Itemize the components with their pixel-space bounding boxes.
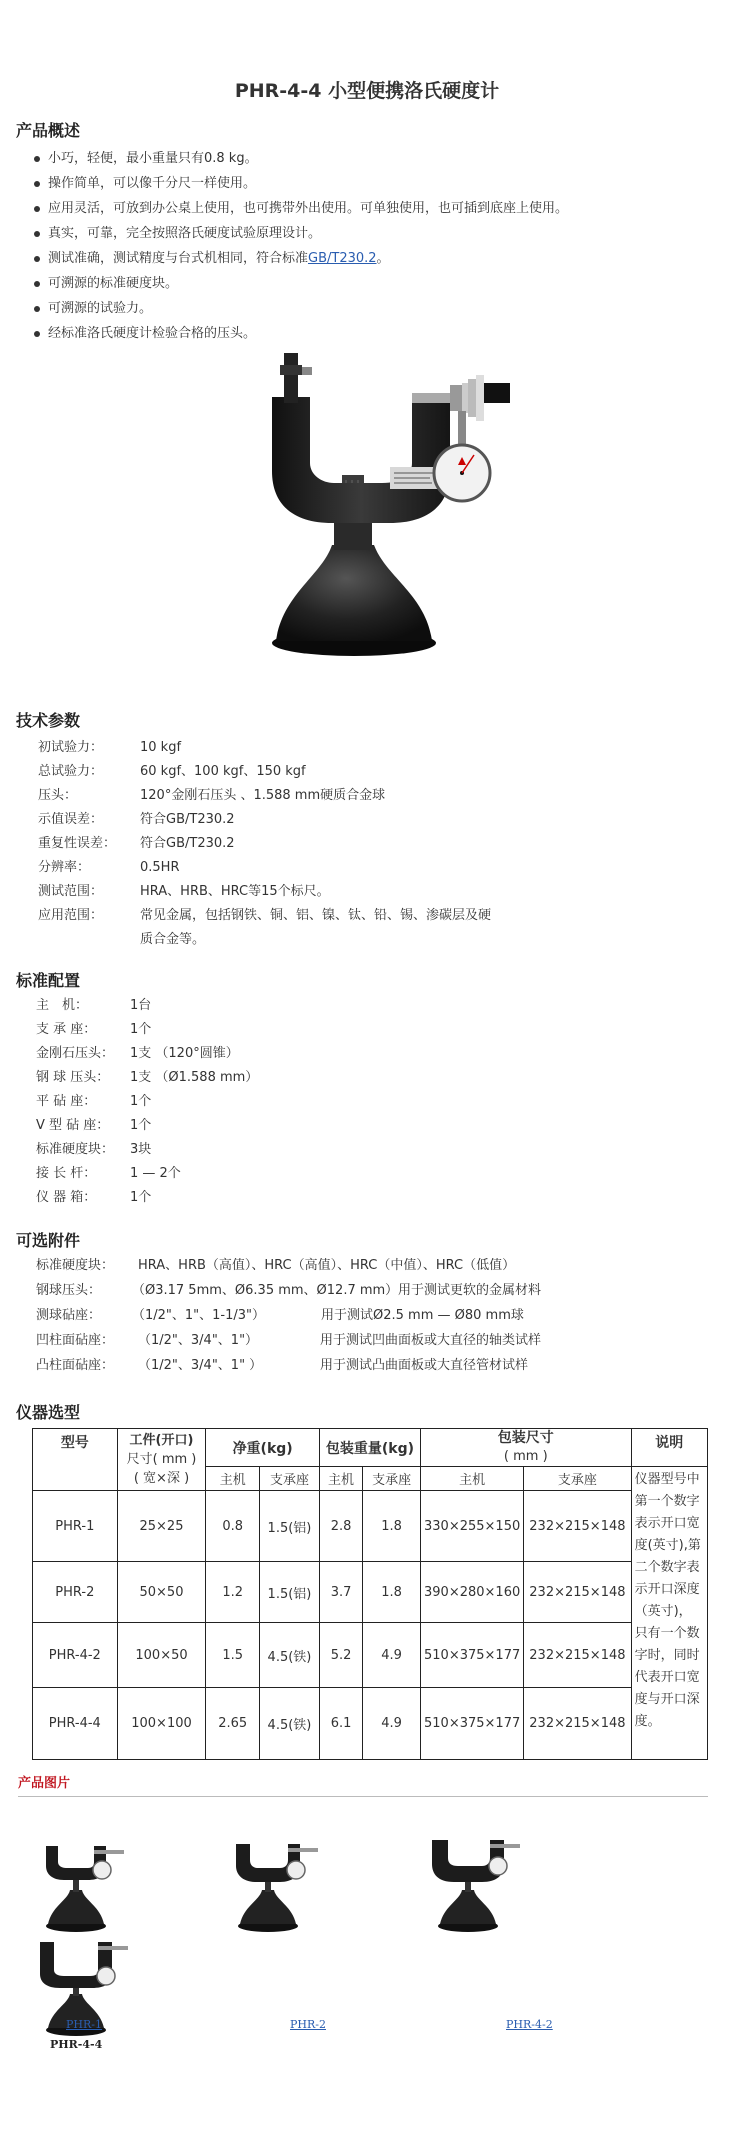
config-key: 主 机： <box>36 998 89 1013</box>
cell-pack-base: 1.8 <box>363 1562 421 1623</box>
cell-work: 100×100 <box>117 1688 206 1760</box>
cell-net-host: 1.5 <box>206 1623 260 1688</box>
config-row <box>36 1138 436 1162</box>
cell-pack-host: 3.7 <box>319 1562 362 1623</box>
list-item-text: 测试准确，测试精度与台式机相同，符合标准 <box>48 251 309 266</box>
divider <box>18 1796 708 1797</box>
cell-pack-base: 4.9 <box>363 1688 421 1760</box>
col-header-work-line3: ( 宽×深 ) <box>133 1471 190 1486</box>
col-header-size-line2: ( mm ) <box>503 1449 548 1464</box>
config-value: 1个 <box>130 1190 152 1205</box>
config-key: 仪 器 箱： <box>36 1190 97 1205</box>
tech-row <box>38 856 558 880</box>
optional-value: （1/2"、1"、1-1/3"） <box>132 1308 266 1323</box>
optional-note: 用于测试凹曲面板或大直径的轴类试样 <box>320 1333 542 1348</box>
cell-model: PHR-4-2 <box>33 1623 118 1688</box>
optional-value: （1/2"、3/4"、1"） <box>138 1333 259 1348</box>
photo-link-phr-4-2[interactable]: PHR-4-2 <box>506 2018 553 2031</box>
optional-key: 凹柱面砧座： <box>36 1333 115 1348</box>
table-row <box>33 1688 708 1760</box>
config-key: V 型 砧 座： <box>36 1118 110 1133</box>
cell-net-base: 4.5(铁) <box>260 1688 320 1760</box>
sub-header-base: 支承座 <box>260 1467 320 1491</box>
tech-row <box>38 736 558 760</box>
config-key: 平 砧 座： <box>36 1094 97 1109</box>
col-header-work-line1: 工件(开口) <box>129 1433 194 1448</box>
photo-link-phr-1[interactable]: PHR-1 <box>66 2018 102 2031</box>
col-header-net: 净重(kg) <box>206 1429 320 1467</box>
optional-value: （Ø3.17 5mm、Ø6.35 mm、Ø12.7 mm） <box>132 1283 399 1298</box>
tech-row <box>38 904 558 928</box>
photos-heading: 产品图片 <box>18 1776 71 1791</box>
tech-value-cont: 质合金等。 <box>140 932 206 947</box>
config-key: 金刚石压头： <box>36 1046 115 1061</box>
tech-value: 符合GB/T230.2 <box>140 812 235 827</box>
tech-key: 应用范围： <box>38 908 104 923</box>
list-item: 应用灵活，可放到办公桌上使用，也可携带外出使用。可单独使用，也可插到底座上使用。 <box>34 196 568 221</box>
optional-key: 标准硬度块： <box>36 1258 115 1273</box>
photo-caption-phr-4-4: PHR-4-4 <box>50 2038 103 2051</box>
list-item <box>34 246 568 271</box>
cell-net-host: 0.8 <box>206 1491 260 1562</box>
overview-list <box>34 146 568 346</box>
config-value: 1支 （120°圆锥） <box>130 1046 239 1061</box>
config-row <box>36 1186 436 1210</box>
cell-net-base: 1.5(铝) <box>260 1562 320 1623</box>
cell-size-host: 510×375×177 <box>421 1623 524 1688</box>
list-item-suffix: 。 <box>376 251 390 266</box>
cell-net-base: 4.5(铁) <box>260 1623 320 1688</box>
cell-size-base: 232×215×148 <box>524 1562 631 1623</box>
cell-size-base: 232×215×148 <box>524 1623 631 1688</box>
thumbnail-phr-1[interactable] <box>36 1836 136 1936</box>
optional-value: （1/2"、3/4"、1" ） <box>138 1358 263 1373</box>
config-list <box>36 994 436 1210</box>
optional-note: 用于测试凸曲面板或大直径管材试样 <box>320 1358 529 1373</box>
cell-pack-host: 6.1 <box>319 1688 362 1760</box>
tech-value: 60 kgf、100 kgf、150 kgf <box>140 764 306 779</box>
tech-value: 120°金刚石压头 、1.588 mm硬质合金球 <box>140 788 386 803</box>
cell-net-host: 2.65 <box>206 1688 260 1760</box>
optional-row <box>36 1278 716 1303</box>
config-value: 1个 <box>130 1022 152 1037</box>
tech-value: 10 kgf <box>140 740 182 755</box>
sub-header-base: 支承座 <box>363 1467 421 1491</box>
tech-key: 分辨率： <box>38 860 91 875</box>
tech-key: 压头： <box>38 788 78 803</box>
optional-heading: 可选附件 <box>16 1231 81 1250</box>
tech-row <box>38 784 558 808</box>
hardness-tester-image <box>262 345 514 660</box>
list-item: 经标准洛氏硬度计检验合格的压头。 <box>34 321 568 346</box>
optional-key: 钢球压头： <box>36 1283 102 1298</box>
tech-key: 测试范围： <box>38 884 104 899</box>
thumbnail-phr-2[interactable] <box>228 1836 328 1936</box>
tech-value: 常见金属，包括钢铁、铜、铝、镍、钛、铅、锡、渗碳层及硬 <box>140 908 492 923</box>
cell-work: 100×50 <box>117 1623 206 1688</box>
cell-size-base: 232×215×148 <box>524 1688 631 1760</box>
config-row <box>36 1042 436 1066</box>
config-key: 钢 球 压头： <box>36 1070 110 1085</box>
config-row <box>36 1090 436 1114</box>
tech-key: 示值误差： <box>38 812 104 827</box>
cell-model: PHR-1 <box>33 1491 118 1562</box>
col-header-pack: 包装重量(kg) <box>319 1429 420 1467</box>
cell-model: PHR-4-4 <box>33 1688 118 1760</box>
tech-params <box>38 736 558 952</box>
sub-header-host: 主机 <box>206 1467 260 1491</box>
optional-list <box>36 1253 716 1378</box>
list-item: 真实，可靠，完全按照洛氏硬度试验原理设计。 <box>34 221 568 246</box>
config-value: 1个 <box>130 1118 152 1133</box>
table-row <box>33 1623 708 1688</box>
optional-row <box>36 1253 716 1278</box>
overview-heading: 产品概述 <box>16 121 81 140</box>
cell-pack-base: 4.9 <box>363 1623 421 1688</box>
optional-key: 测球砧座： <box>36 1308 102 1323</box>
cell-size-host: 510×375×177 <box>421 1688 524 1760</box>
table-row <box>33 1562 708 1623</box>
config-row <box>36 994 436 1018</box>
optional-row <box>36 1353 716 1378</box>
list-item: 操作简单，可以像千分尺一样使用。 <box>34 171 568 196</box>
optional-note: 用于测试Ø2.5 mm — Ø80 mm球 <box>321 1308 524 1323</box>
cell-size-host: 330×255×150 <box>421 1491 524 1562</box>
config-row <box>36 1162 436 1186</box>
cell-model: PHR-2 <box>33 1562 118 1623</box>
col-header-size <box>421 1429 632 1467</box>
list-item: 可溯源的标准硬度块。 <box>34 271 568 296</box>
tech-key: 重复性误差： <box>38 836 117 851</box>
optional-note: 用于测试更软的金属材料 <box>398 1283 542 1298</box>
col-header-desc: 说明 <box>631 1429 707 1467</box>
config-value: 1个 <box>130 1094 152 1109</box>
sub-header-base: 支承座 <box>524 1467 631 1491</box>
tech-value: 0.5HR <box>140 860 180 875</box>
config-key: 接 长 杆： <box>36 1166 97 1181</box>
col-header-work <box>117 1429 206 1491</box>
config-value: 1台 <box>130 998 152 1013</box>
cell-pack-base: 1.8 <box>363 1491 421 1562</box>
tech-key: 总试验力： <box>38 764 104 779</box>
sub-header-host: 主机 <box>319 1467 362 1491</box>
thumbnail-phr-4-2[interactable] <box>428 1836 528 1936</box>
tech-row <box>38 808 558 832</box>
config-value: 3块 <box>130 1142 152 1157</box>
cell-size-base: 232×215×148 <box>524 1491 631 1562</box>
config-key: 支 承 座： <box>36 1022 97 1037</box>
models-table <box>32 1428 708 1760</box>
tech-key: 初试验力： <box>38 740 104 755</box>
col-header-model: 型号 <box>33 1429 118 1491</box>
config-heading: 标准配置 <box>16 971 81 990</box>
list-item: 可溯源的试验力。 <box>34 296 568 321</box>
col-header-work-line2: 尺寸( mm ) <box>126 1452 197 1467</box>
page-title: PHR-4-4 小型便携洛氏硬度计 <box>234 80 500 102</box>
config-value: 1支 （Ø1.588 mm） <box>130 1070 259 1085</box>
col-header-size-line1: 包装尺寸 <box>497 1430 554 1446</box>
tech-row <box>38 880 558 904</box>
config-row <box>36 1114 436 1138</box>
tech-value: HRA、HRB、HRC等15个标尺。 <box>140 884 330 899</box>
tech-heading: 技术参数 <box>16 711 81 730</box>
models-heading: 仪器选型 <box>16 1403 81 1422</box>
config-row <box>36 1018 436 1042</box>
model-description: 仪器型号中第一个数字表示开口宽度(英寸),第二个数字表示开口深度（英寸)，只有一个数字时，同时代表开口宽度与开口深度。 <box>631 1467 707 1760</box>
sub-header-host: 主机 <box>421 1467 524 1491</box>
tech-row <box>38 928 558 952</box>
table-row <box>33 1491 708 1562</box>
list-item: 小巧，轻便，最小重量只有0.8 kg。 <box>34 146 568 171</box>
photo-link-phr-2[interactable]: PHR-2 <box>290 2018 326 2031</box>
optional-value: HRA、HRB（高值）、HRC（高值）、HRC（中值）、HRC（低值） <box>138 1258 516 1273</box>
tech-row <box>38 760 558 784</box>
config-value: 1 — 2个 <box>130 1166 181 1181</box>
cell-work: 25×25 <box>117 1491 206 1562</box>
cell-net-base: 1.5(铝) <box>260 1491 320 1562</box>
tech-value: 符合GB/T230.2 <box>140 836 235 851</box>
tech-row <box>38 832 558 856</box>
config-key: 标准硬度块： <box>36 1142 115 1157</box>
config-row <box>36 1066 436 1090</box>
cell-net-host: 1.2 <box>206 1562 260 1623</box>
optional-row <box>36 1303 716 1328</box>
cell-pack-host: 2.8 <box>319 1491 362 1562</box>
cell-size-host: 390×280×160 <box>421 1562 524 1623</box>
cell-pack-host: 5.2 <box>319 1623 362 1688</box>
cell-work: 50×50 <box>117 1562 206 1623</box>
optional-key: 凸柱面砧座： <box>36 1358 115 1373</box>
optional-row <box>36 1328 716 1353</box>
standard-link[interactable]: GB/T230.2 <box>308 251 377 266</box>
